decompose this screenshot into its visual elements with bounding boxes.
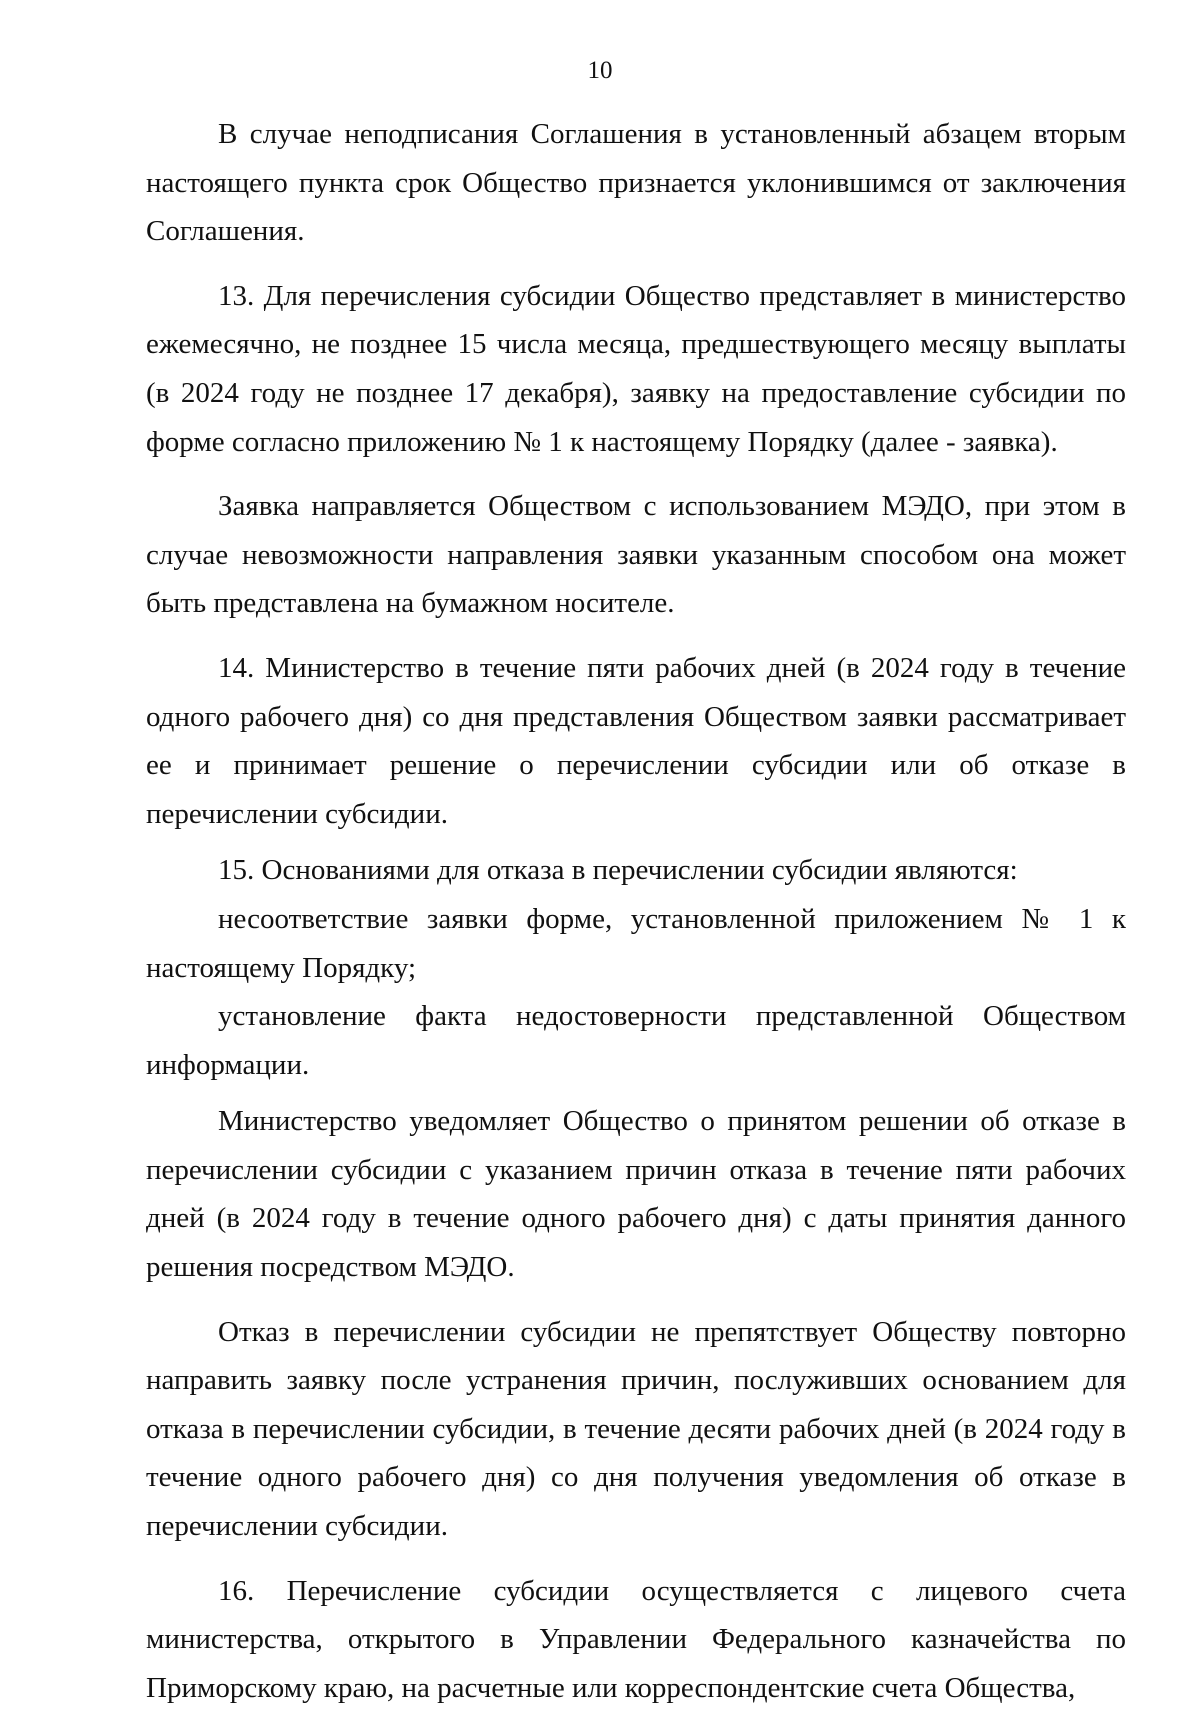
paragraph-15-ground-1: несоответствие заявки форме, установленной приложением № 1 к настоящему Порядку; [146,902,1126,984]
paragraph-13: 13. Для перечисления субсидии Общество представляет в министерство ежемесячно, не позднее 15 числа месяца, предшествующего месяцу выплаты (в 2024 году не позднее 17 декабря), заявку на предоставление субсидии по форме согласно приложению № 1 к настоящему Порядку (далее - заявка). [146,279,1126,458]
paragraph-16: 16. Перечисление субсидии осуществляется с лицевого счета министерства, открытого в Управлении Федерального казначейства по Приморскому краю, на расчетные или корреспондентские счета Общества, [146,1574,1126,1704]
paragraph-refusal-notice: Министерство уведомляет Общество о принятом решении об отказе в перечислении субсидии с указанием причин отказа в течение пяти рабочих дней (в 2024 году в течение одного рабочего дня) с даты принятия данного решения посредством МЭДО. [146,1105,1126,1284]
paragraph-application-submission: Заявка направляется Обществом с использованием МЭДО, при этом в случае невозможности направления заявки указанным способом она может быть представлена на бумажном носителе. [146,490,1126,620]
page-number: 10 [587,57,613,84]
paragraph-15-ground-2: установление факта недостоверности представленной Обществом информации. [146,1000,1126,1081]
document-body [146,110,1126,1712]
paragraph-resubmission: Отказ в перечислении субсидии не препятствует Обществу повторно направить заявку после устранения причин, послуживших основанием для отказа в перечислении субсидии, в течение десяти рабочих дней (в 2024 году в течение одного рабочего дня) со дня получения уведомления об отказе в перечислении субсидии. [146,1315,1126,1543]
paragraph-14: 14. Министерство в течение пяти рабочих дней (в 2024 году в течение одного рабочего дня) со дня представления Обществом заявки рассматривает ее и принимает решение о перечислении субсидии или об отказе в перечислении субсидии. [146,651,1126,830]
paragraph-unsigned-agreement: В случае неподписания Соглашения в установленный абзацем вторым настоящего пункта срок Общество признается уклонившимся от заключения Соглашения. [146,118,1126,248]
paragraph-15: 15. Основаниями для отказа в перечислении субсидии являются: [218,854,1018,887]
